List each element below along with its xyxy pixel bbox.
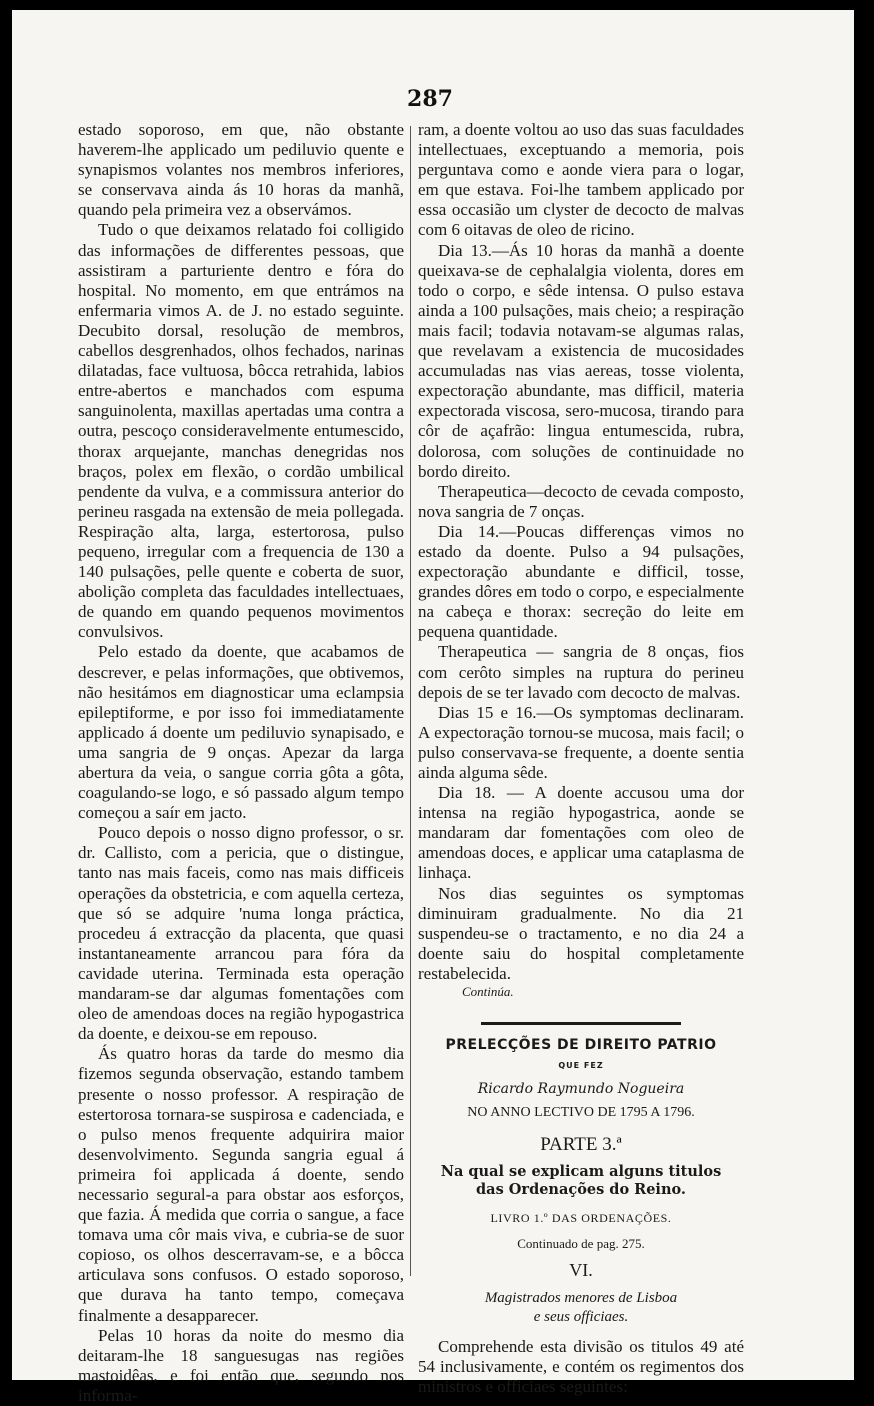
subheading-line-1: Na qual se explicam alguns titulos bbox=[440, 1163, 722, 1181]
section-heading: PRELECÇÕES DE DIREITO PATRIO bbox=[445, 1037, 717, 1054]
part-heading: PARTE 3.ª bbox=[540, 1134, 622, 1156]
page-number: 287 bbox=[407, 86, 453, 112]
newspaper-page bbox=[12, 10, 854, 1405]
subheading-line-2: das Ordenações do Reino. bbox=[476, 1181, 686, 1199]
paragraph: Therapeutica—decocto de cevada composto, nova sangria de 7 onças. bbox=[418, 481, 744, 521]
author-name: Ricardo Raymundo Nogueira bbox=[477, 1081, 685, 1098]
subtitle-line-1: Magistrados menores de Lisboa bbox=[484, 1290, 678, 1307]
paragraph: Dia 13.—Ás 10 horas da manhã a doente queixava-se de cephalalgia violenta, dores em todo o corpo, e sêde intensa. O pulso estava ainda a 100 pulsações, mais cheio; a respiração mais facil; todavia notavam-se algumas ralas, que revelavam a existencia de mucosidades accumuladas nas vias aereas, tosse violenta, expectoração abundante, mas difficil, materia expectorada viscosa, sero-mucosa, tirando para côr de açafrão: lingua entumescida, rubra, dolorosa, com soluções de continuidade no bordo direito. bbox=[418, 240, 744, 481]
paragraph: Ás quatro horas da tarde do mesmo dia fizemos segunda observação, estando tambem presente o nosso professor. A respiração de estertorosa tornara-se suspirosa e cadenciada, e o pulso menos frequente adquirira maior desenvolvimento. Segunda sangria egual á primeira foi applicada á doente, sendo necessario segural-a para obstar aos esforços, que fazia. Á medida que corria o sangue, a face tomava uma côr mais viva, e cubria-se de suor copioso, os olhos descerravam-se, e a bôcca articulava sons confusos. O estado soporoso, que durava ha tanto tempo, começava finalmente a desapparecer. bbox=[78, 1044, 404, 1325]
paragraph: Dia 14.—Poucas differenças vimos no estado da doente. Pulso a 94 pulsações, expectoração abundante e difficil, tosse, grandes dôres em todo o corpo, e especialmente na cabeça e thorax: secreção do leite em pequena quantidade. bbox=[418, 521, 744, 642]
continua-note: Continúa. bbox=[462, 984, 514, 1000]
year-line: NO ANNO LECTIVO DE 1795 A 1796. bbox=[467, 1105, 695, 1121]
paragraph: estado soporoso, em que, não obstante haverem-lhe applicado um pediluvio quente e synapismos volantes nos membros inferiores, se conservava ainda ás 10 horas da manhã, quando pela primeira vez a observámos. bbox=[78, 120, 404, 220]
paragraph: ram, a doente voltou ao uso das suas faculdades intellectuaes, exceptuando a memoria, pois perguntava como e aonde viera para o logar, em que estava. Foi-lhe tambem applicado por essa occasião um clyster de decocto de malvas com 6 oitavas de oleo de ricino. bbox=[418, 120, 744, 240]
paragraph: Pelas 10 horas da noite do mesmo dia deitaram-lhe 18 sanguesugas nas regiões mastoidêas, e foi então que, segundo nos informa- bbox=[78, 1325, 404, 1405]
section-body: Comprehende esta divisão os titulos 49 até 54 inclusivamente, e contém os regimentos dos ministros e officiaes seguintes: bbox=[418, 1337, 744, 1397]
paragraph: Nos dias seguintes os symptomas diminuiram gradualmente. No dia 21 suspendeu-se o tractamento, e no dia 24 a doente saiu do hospital completamente restabelecida. bbox=[418, 883, 744, 983]
paragraph: Dias 15 e 16.—Os symptomas declinaram. A expectoração tornou-se mucosa, mais facil; o pulso conservava-se frequente, a doente sentia ainda alguma sêde. bbox=[418, 702, 744, 782]
paragraph: Tudo o que deixamos relatado foi colligido das informações de differentes pessoas, que assistiram a parturiente dentro e fóra do hospital. No momento, em que entrámos na enfermaria vimos A. de J. no estado seguinte. Decubito dorsal, resolução de membros, cabellos desgrenhados, olhos fechados, narinas dilatadas, face vultuosa, bôcca retrahida, labios entre-abertos e manchados com espuma sanguinolenta, maxillas apertadas uma contra a outra, pescoço consideravelmente entumescido, thorax arquejante, manchas denegridas nos braços, polex em flexão, o cordão umbilical pendente da vulva, e a commissura anterior do perineu rasgada na extensão de meia pollegada. Respiração alta, larga, estertorosa, pulso pequeno, irregular com a frequencia de 130 a 140 pulsações, pelle quente e coberta de suor, abolição completa das faculdades intellectuaes, de quando em quando pequenos movimentos convulsivos. bbox=[78, 220, 404, 642]
left-column bbox=[78, 120, 404, 1406]
paragraph: Dia 18. — A doente accusou uma dor intensa na região hypogastrica, aonde se mandaram dar fomentações com oleo de amendoas doces, e applicar uma cataplasma de linhaça. bbox=[418, 783, 744, 883]
paragraph: Pelo estado da doente, que acabamos de descrever, e pelas informações, que obtivemos, não hesitámos em diagnosticar uma eclampsia epileptiforme, e por isso foi immediatamente applicado á doente um pediluvio synapisado, e uma sangria de 9 onças. Apezar da larga abertura da veia, o sangue corria gôta a gôta, coagulando-se logo, e só passado algum tempo começou a saír em jacto. bbox=[78, 642, 404, 823]
section-divider bbox=[481, 1022, 681, 1025]
paragraph: Therapeutica — sangria de 8 onças, fios com cerôto simples na ruptura do perineu depois de se ter lavado com decocto de malvas. bbox=[418, 642, 744, 702]
paragraph: Pouco depois o nosso digno professor, o sr. dr. Callisto, com a pericia, que o distingue, tanto nas mais faceis, como nas mais difficeis operações da obstetricia, e com aquella certeza, que só se adquire 'numa longa práctica, procedeu á extracção da placenta, que quasi instantaneamente arrancou para fóra da cavidade uterina. Terminada esta operação mandaram-se dar algumas fomentações com oleo de amendoas doces na região hypogastrica da doente, e deixou-se em repouso. bbox=[78, 823, 404, 1044]
section-number: VI. bbox=[569, 1260, 593, 1281]
subtitle-line-2: e seus officiaes. bbox=[533, 1309, 629, 1326]
right-column bbox=[418, 120, 744, 1397]
continued-note: Continuado de pag. 275. bbox=[517, 1236, 645, 1252]
column-divider bbox=[410, 126, 411, 1276]
livro-line: LIVRO 1.º DAS ORDENAÇÕES. bbox=[490, 1211, 672, 1226]
que-fez-label: QUE FEZ bbox=[558, 1061, 604, 1071]
